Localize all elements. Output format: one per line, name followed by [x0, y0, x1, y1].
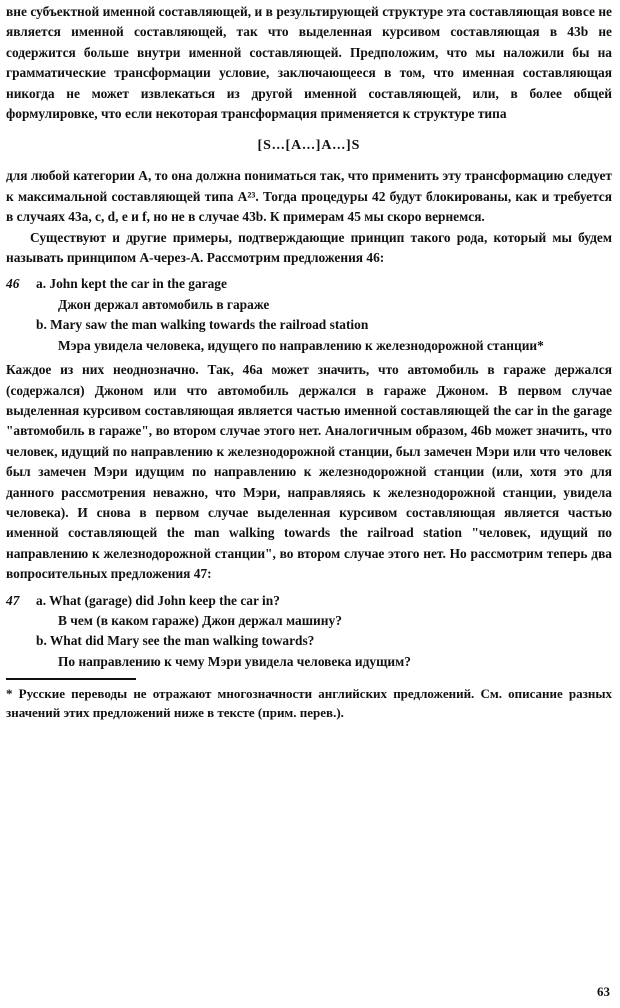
paragraph-1: вне субъектной именной составляющей, и в результирующей структуре эта составляющая вовсе не является именной составляющей, так что выделенная курсивом составляющая в 43b не содержится больше внутри именной составляющей. Предположим, что мы наложили бы на грамматические трансформации условие, заключающееся в том, что именная составляющая никогда не может извлекаться из другой именной составляющей, или, в более общей формулировке, что если некоторая трансформация применяется к структуре типа [6, 4, 612, 122]
page-number: 63 [597, 984, 610, 999]
bracket-formula: [S...[A...]A...]S [257, 138, 361, 154]
example-47b-english: b. What did Mary see the man walking towards? [36, 633, 315, 649]
example-46a-english: a. John kept the car in the garage [36, 276, 227, 292]
paragraph-3: Существуют и другие примеры, подтверждающие принцип такого рода, который мы будем называть принципом A-через-A. Рассмотрим предложения 46: [6, 229, 612, 266]
footnote: * Русские переводы не отражают многозначности английских предложений. См. описание разных значений этих предложений ниже в тексте (прим. перев.). [6, 686, 612, 721]
paragraph-4: Каждое из них неоднозначно. Так, 46a может значить, что автомобиль в гараже держался (содержался) Джоном или что автомобиль держался в гараже Джоном. В первом случае выделенная курсивом составляющая является частью именной составляющей the car in the garage "автомобиль в гараже", во втором случае этого нет. Аналогичным образом, 46b может значить, что человек, идущий по направлению к железнодорожной станции, был замечен Мэри или что человек был замечен Мэри идущим по направлению к железнодорожной станции (или, хотя это для данного рассмотрения неважно, что Мэри, направляясь к железнодорожной станции, увидела человека). И снова в первом случае выделенная курсивом составляющая является частью именной составляющей the man walking towards the railroad station "человек, идущий по направлению к железнодорожной станции", во втором случае этого нет. Но рассмотрим теперь два вопросительных предложения 47: [6, 362, 612, 582]
footnote-divider [6, 678, 136, 680]
example-47 [6, 591, 612, 673]
example-46b-english: b. Mary saw the man walking towards the railroad station [36, 317, 369, 333]
example-47a-russian: В чем (в каком гараже) Джон держал машину? [58, 612, 342, 628]
example-47a-english: a. What (garage) did John keep the car in? [36, 592, 280, 608]
example-47b-russian: По направлению к чему Мэри увидела человека идущим? [58, 653, 411, 669]
example-46b-russian: Мэра увидела человека, идущего по направлению к железнодорожной станции* [58, 337, 544, 353]
example-47-number: 47 [6, 592, 20, 608]
paragraph-2: для любой категории A, то она должна пониматься так, что применить эту трансформацию следует к максимальной составляющей типа A²³. Тогда процедуры 42 будут блокированы, как и требуется в случаях 43a, c, d, e и f, но не в случае 43b. К примерам 45 мы скоро вернемся. [6, 168, 612, 225]
example-46-body [36, 274, 612, 356]
example-46 [6, 274, 612, 356]
example-46-number: 46 [6, 276, 20, 292]
example-46a-russian: Джон держал автомобиль в гараже [58, 296, 270, 312]
example-47-body [36, 591, 612, 673]
